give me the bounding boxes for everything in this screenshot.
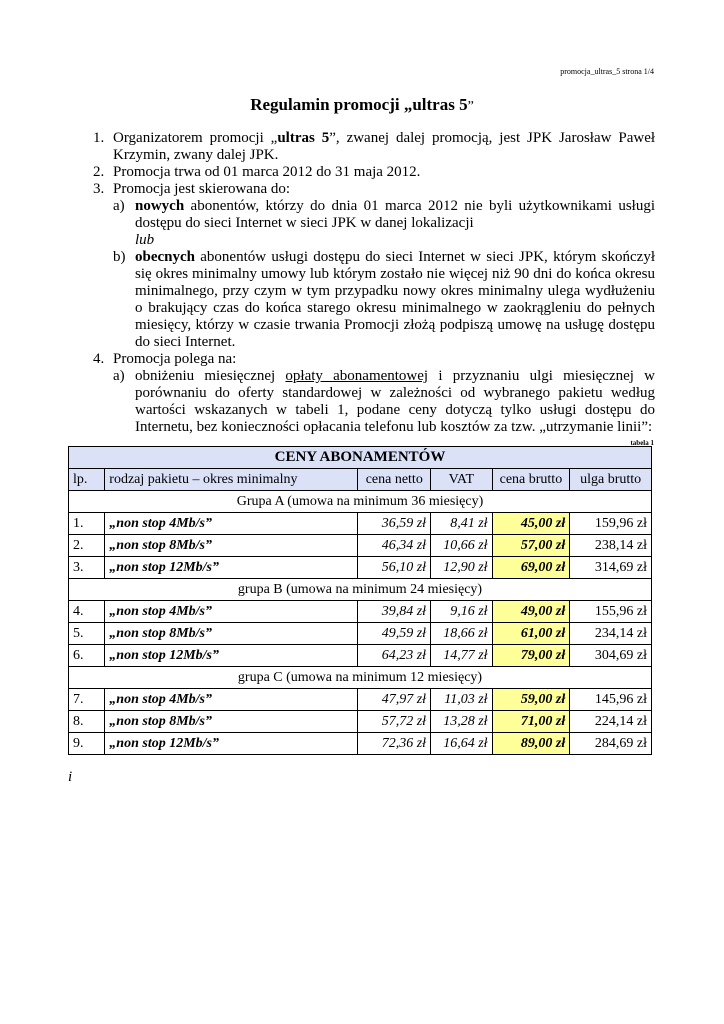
rule-3 bbox=[93, 181, 655, 351]
rule-text: Promocja trwa od 01 marca 2012 do 31 maja 2012. bbox=[113, 164, 421, 180]
cell-brutto: 61,00 zł bbox=[492, 623, 570, 645]
table-row bbox=[69, 535, 652, 557]
rule-number: 2. bbox=[93, 164, 105, 180]
sub-text-pre: obniżeniu miesięcznej bbox=[135, 368, 286, 384]
cell-ulga: 155,96 zł bbox=[570, 601, 652, 623]
endnote-marker: i bbox=[68, 769, 73, 785]
rule-number: 3. bbox=[93, 181, 105, 197]
rule-text: Promocja jest skierowana do: bbox=[113, 181, 291, 197]
table-title: CENY ABONAMENTÓW bbox=[69, 447, 652, 469]
cell-netto: 39,84 zł bbox=[358, 601, 431, 623]
group-row bbox=[69, 579, 652, 601]
cell-netto: 72,36 zł bbox=[358, 733, 431, 755]
cell-brutto: 57,00 zł bbox=[492, 535, 570, 557]
table-row bbox=[69, 623, 652, 645]
table-row bbox=[69, 711, 652, 733]
cell-vat: 14,77 zł bbox=[431, 645, 493, 667]
cell-netto: 64,23 zł bbox=[358, 645, 431, 667]
rules-body bbox=[93, 130, 655, 436]
sub-bold: nowych bbox=[135, 198, 185, 214]
page-title bbox=[0, 95, 724, 115]
group-row bbox=[69, 667, 652, 689]
table-row bbox=[69, 645, 652, 667]
cell-lp: 6. bbox=[69, 645, 105, 667]
rule-3-sub-b bbox=[113, 249, 655, 351]
cell-vat: 11,03 zł bbox=[431, 689, 493, 711]
cell-brutto: 59,00 zł bbox=[492, 689, 570, 711]
cell-brutto: 89,00 zł bbox=[492, 733, 570, 755]
sub-text-post: i przyznaniu ulgi miesięcznej w porównaniu do oferty standardowej w zależności od wybranego pakietu według wartości wskazanych w tabeli 1, podane ceny dotyczą tylko usługi dostępu do Internetu, bez konieczności opłacania telefonu lub kosztów za tzw. „utrzymanie linii”: bbox=[135, 368, 655, 435]
title-quote: ” bbox=[467, 99, 474, 114]
table-row bbox=[69, 557, 652, 579]
rule-text-post: ”, zwanej dalej promocją, jest JPK Jarosław Paweł Krzymin, zwany dalej JPK. bbox=[113, 130, 656, 163]
underlined-term: opłaty abonamentowej bbox=[285, 368, 429, 384]
cell-vat: 10,66 zł bbox=[431, 535, 493, 557]
sub-number: a) bbox=[113, 198, 125, 214]
table-row bbox=[69, 733, 652, 755]
cell-lp: 3. bbox=[69, 557, 105, 579]
lub-text: lub bbox=[135, 232, 155, 248]
rule-4-sub-a bbox=[113, 368, 655, 436]
cell-netto: 57,72 zł bbox=[358, 711, 431, 733]
cell-lp: 7. bbox=[69, 689, 105, 711]
sub-text: abonentów usługi dostępu do sieci Internet w sieci JPK, którym skończył się okres minimalny umowy lub którym zostało nie więcej niż 90 dni do końca okresu minimalnego, przy czym w tym przypadku nowy okres minimalny ulega wydłużeniu o brakujący czas do końca starego okresu minimalnego w zaokrągleniu do pełnych miesięcy, którzy w czasie trwania Promocji złożą podpiszą umowę na usługę dostępu do sieci Internet. bbox=[135, 249, 655, 350]
cell-lp: 5. bbox=[69, 623, 105, 645]
col-header-package: rodzaj pakietu – okres minimalny bbox=[105, 469, 358, 491]
cell-ulga: 238,14 zł bbox=[570, 535, 652, 557]
cell-netto: 49,59 zł bbox=[358, 623, 431, 645]
cell-package: „non stop 4Mb/s” bbox=[105, 601, 358, 623]
cell-vat: 18,66 zł bbox=[431, 623, 493, 645]
cell-lp: 1. bbox=[69, 513, 105, 535]
table-row bbox=[69, 689, 652, 711]
cell-netto: 46,34 zł bbox=[358, 535, 431, 557]
col-header-brutto: cena brutto bbox=[492, 469, 570, 491]
rule-2 bbox=[93, 164, 655, 181]
price-table bbox=[68, 446, 652, 755]
cell-vat: 12,90 zł bbox=[431, 557, 493, 579]
cell-package: „non stop 4Mb/s” bbox=[105, 513, 358, 535]
cell-package: „non stop 12Mb/s” bbox=[105, 733, 358, 755]
cell-package: „non stop 4Mb/s” bbox=[105, 689, 358, 711]
cell-package: „non stop 8Mb/s” bbox=[105, 623, 358, 645]
rule-1 bbox=[93, 130, 655, 164]
cell-lp: 8. bbox=[69, 711, 105, 733]
col-header-netto: cena netto bbox=[358, 469, 431, 491]
cell-vat: 13,28 zł bbox=[431, 711, 493, 733]
cell-brutto: 45,00 zł bbox=[492, 513, 570, 535]
cell-vat: 8,41 zł bbox=[431, 513, 493, 535]
cell-brutto: 69,00 zł bbox=[492, 557, 570, 579]
table-row bbox=[69, 513, 652, 535]
cell-netto: 56,10 zł bbox=[358, 557, 431, 579]
sub-bold: obecnych bbox=[135, 249, 195, 265]
table-title-row bbox=[69, 447, 652, 469]
cell-ulga: 145,96 zł bbox=[570, 689, 652, 711]
rule-number: 1. bbox=[93, 130, 105, 146]
group-name: Grupa A (umowa na minimum 36 miesięcy) bbox=[69, 491, 652, 513]
sub-number: b) bbox=[113, 249, 126, 265]
rule-text: Promocja polega na: bbox=[113, 351, 237, 367]
cell-package: „non stop 12Mb/s” bbox=[105, 645, 358, 667]
sub-number: a) bbox=[113, 368, 125, 384]
cell-brutto: 79,00 zł bbox=[492, 645, 570, 667]
cell-ulga: 224,14 zł bbox=[570, 711, 652, 733]
group-row bbox=[69, 491, 652, 513]
column-header-row bbox=[69, 469, 652, 491]
cell-ulga: 284,69 zł bbox=[570, 733, 652, 755]
cell-package: „non stop 12Mb/s” bbox=[105, 557, 358, 579]
page-header-ref: promocja_ultras_5 strona 1/4 bbox=[560, 67, 654, 76]
cell-netto: 47,97 zł bbox=[358, 689, 431, 711]
cell-netto: 36,59 zł bbox=[358, 513, 431, 535]
rule-3-sub-a bbox=[113, 198, 655, 249]
group-name: grupa C (umowa na minimum 12 miesięcy) bbox=[69, 667, 652, 689]
cell-lp: 9. bbox=[69, 733, 105, 755]
cell-vat: 9,16 zł bbox=[431, 601, 493, 623]
rule-text-pre: Organizatorem promocji „ bbox=[113, 130, 278, 146]
group-name: grupa B (umowa na minimum 24 miesięcy) bbox=[69, 579, 652, 601]
cell-ulga: 314,69 zł bbox=[570, 557, 652, 579]
cell-package: „non stop 8Mb/s” bbox=[105, 535, 358, 557]
cell-ulga: 304,69 zł bbox=[570, 645, 652, 667]
table-label: tabela 1 bbox=[630, 439, 654, 447]
title-main: Regulamin promocji „ultras 5 bbox=[250, 95, 468, 114]
rule-4 bbox=[93, 351, 655, 436]
cell-package: „non stop 8Mb/s” bbox=[105, 711, 358, 733]
cell-ulga: 234,14 zł bbox=[570, 623, 652, 645]
cell-lp: 2. bbox=[69, 535, 105, 557]
col-header-lp: lp. bbox=[69, 469, 105, 491]
cell-vat: 16,64 zł bbox=[431, 733, 493, 755]
promo-name: ultras 5 bbox=[277, 130, 330, 146]
cell-brutto: 71,00 zł bbox=[492, 711, 570, 733]
cell-ulga: 159,96 zł bbox=[570, 513, 652, 535]
sub-text: abonentów, którzy do dnia 01 marca 2012 nie byli użytkownikami usługi dostępu do sieci Internet w sieci JPK w danej lokalizacji bbox=[135, 198, 655, 231]
cell-brutto: 49,00 zł bbox=[492, 601, 570, 623]
rule-number: 4. bbox=[93, 351, 105, 367]
table-row bbox=[69, 601, 652, 623]
cell-lp: 4. bbox=[69, 601, 105, 623]
col-header-vat: VAT bbox=[431, 469, 493, 491]
col-header-ulga: ulga brutto bbox=[570, 469, 652, 491]
